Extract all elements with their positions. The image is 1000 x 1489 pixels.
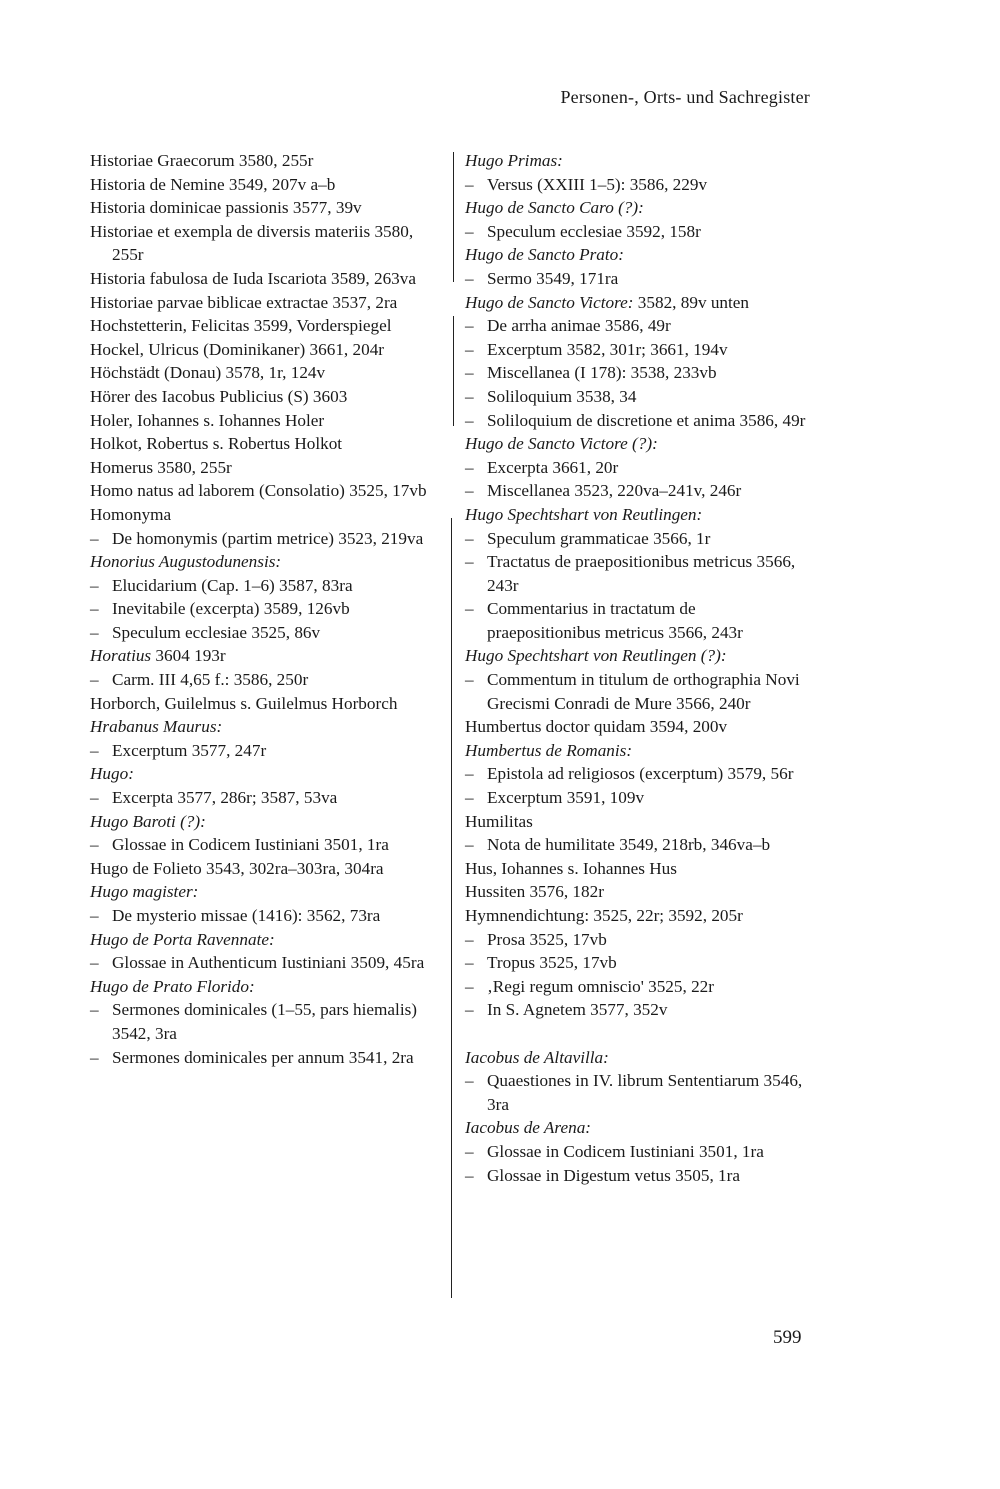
- subentry-text: Excerpta 3577, 286r; 3587, 53va: [112, 788, 338, 808]
- index-subentry: [465, 951, 810, 975]
- index-subentry: [465, 173, 810, 197]
- index-heading: Hugo Spechtshart von Reutlingen:: [465, 504, 703, 524]
- index-subentry: [465, 361, 810, 385]
- index-subentry: [90, 574, 435, 598]
- index-heading: Hugo de Sancto Caro (?):: [465, 198, 644, 218]
- dash-marker: –: [465, 174, 474, 194]
- index-heading: Hugo de Sancto Prato:: [465, 245, 624, 265]
- index-heading: Hugo Spechtshart von Reutlingen (?):: [465, 646, 727, 666]
- subentry-text: Miscellanea 3523, 220va–241v, 246r: [487, 481, 742, 501]
- dash-marker: –: [90, 788, 99, 808]
- dash-marker: –: [465, 528, 474, 548]
- index-subentry: [465, 527, 810, 551]
- index-entry: Hockel, Ulricus (Dominikaner) 3661, 204r: [90, 339, 385, 359]
- subentry-text: Glossae in Codicem Iustiniani 3501, 1ra: [487, 1141, 764, 1161]
- index-subentry: [90, 904, 435, 928]
- subentry-text: Nota de humilitate 3549, 218rb, 346va–b: [487, 835, 771, 855]
- entry-reference: 3582, 89v unten: [633, 292, 750, 312]
- change-bar: [451, 518, 452, 1298]
- dash-marker: –: [465, 386, 474, 406]
- subentry-text: Tropus 3525, 17vb: [487, 953, 617, 973]
- index-entry: Holer, Iohannes s. Iohannes Holer: [90, 410, 325, 430]
- dash-marker: –: [465, 221, 474, 241]
- index-subentry: [90, 621, 435, 645]
- subentry-text: Excerptum 3582, 301r; 3661, 194v: [487, 339, 728, 359]
- dash-marker: –: [90, 953, 99, 973]
- index-subentry: [90, 527, 435, 551]
- index-heading: Honorius Augustodunensis:: [90, 552, 282, 572]
- dash-marker: –: [465, 764, 474, 784]
- index-subentry: [465, 456, 810, 480]
- index-entry: Historiae et exempla de diversis materiis 3580, 255r: [90, 221, 414, 265]
- subentry-text: De homonymis (partim metrice) 3523, 219va: [112, 528, 424, 548]
- index-subentry: [465, 1164, 810, 1188]
- dash-marker: –: [465, 363, 474, 383]
- subentry-text: Prosa 3525, 17vb: [487, 929, 607, 949]
- index-entry: Homo natus ad laborem (Consolatio) 3525, 17vb: [90, 481, 427, 501]
- dash-marker: –: [465, 953, 474, 973]
- index-subentry: [465, 409, 810, 433]
- dash-marker: –: [90, 670, 99, 690]
- index-entry: Hus, Iohannes s. Iohannes Hus: [465, 858, 677, 878]
- index-subentry: [465, 928, 810, 952]
- subentry-text: Sermo 3549, 171ra: [487, 268, 619, 288]
- dash-marker: –: [90, 1000, 99, 1020]
- index-entry: Hugo de Folieto 3543, 302ra–303ra, 304ra: [90, 858, 384, 878]
- index-subentry: [465, 1069, 810, 1116]
- index-subentry: [90, 1046, 435, 1070]
- index-subentry: [465, 762, 810, 786]
- index-entry: [465, 291, 810, 315]
- dash-marker: –: [90, 528, 99, 548]
- dash-marker: –: [465, 1141, 474, 1161]
- dash-marker: –: [465, 1000, 474, 1020]
- subentry-text: Excerptum 3577, 247r: [112, 740, 267, 760]
- subentry-text: Miscellanea (I 178): 3538, 233vb: [487, 363, 717, 383]
- subentry-text: Speculum ecclesiae 3525, 86v: [112, 622, 321, 642]
- subentry-text: Carm. III 4,65 f.: 3586, 250r: [112, 670, 309, 690]
- subentry-text: Excerpta 3661, 20r: [487, 457, 619, 477]
- dash-marker: –: [90, 740, 99, 760]
- subentry-text: In S. Agnetem 3577, 352v: [487, 1000, 668, 1020]
- index-entry: Hörer des Iacobus Publicius (S) 3603: [90, 386, 348, 406]
- subentry-text: De mysterio missae (1416): 3562, 73ra: [112, 906, 381, 925]
- running-head: Personen-, Orts- und Sachregister: [560, 87, 810, 107]
- index-subentry: [90, 786, 435, 810]
- index-entry: Holkot, Robertus s. Robertus Holkot: [90, 434, 343, 454]
- subentry-text: Excerptum 3591, 109v: [487, 788, 645, 808]
- subentry-text: Soliloquium 3538, 34: [487, 386, 637, 406]
- index-subentry: [465, 998, 810, 1022]
- subentry-text: De arrha animae 3586, 49r: [487, 316, 671, 336]
- index-entry: Hochstetterin, Felicitas 3599, Vorderspiegel: [90, 316, 392, 336]
- subentry-text: Versus (XXIII 1–5): 3586, 229v: [487, 174, 708, 194]
- index-heading: Hugo:: [90, 764, 134, 784]
- dash-marker: –: [90, 1047, 99, 1067]
- index-subentry: [465, 597, 810, 644]
- subentry-text: Commentum in titulum de orthographia Novi Grecismi Conradi de Mure 3566, 240r: [487, 670, 800, 713]
- index-entry: Historiae Graecorum 3580, 255r: [90, 151, 314, 170]
- index-subentry: [465, 314, 810, 338]
- index-subentry: [465, 975, 810, 999]
- dash-marker: –: [465, 316, 474, 336]
- index-column-left: [90, 149, 435, 1069]
- dash-marker: –: [465, 268, 474, 288]
- index-entry: Höchstädt (Donau) 3578, 1r, 124v: [90, 363, 326, 383]
- dash-marker: –: [90, 835, 99, 855]
- dash-marker: –: [465, 1071, 474, 1091]
- dash-marker: –: [465, 929, 474, 949]
- subentry-text: Quaestiones in IV. librum Sententiarum 3546, 3ra: [487, 1071, 803, 1114]
- index-heading: Hugo de Sancto Victore (?):: [465, 434, 658, 454]
- change-bar: [453, 316, 454, 426]
- subentry-text: Speculum ecclesiae 3592, 158r: [487, 221, 701, 241]
- dash-marker: –: [465, 1165, 474, 1185]
- index-heading: Iacobus de Altavilla:: [465, 1047, 609, 1067]
- subentry-text: Commentarius in tractatum de praepositionibus metricus 3566, 243r: [487, 599, 743, 642]
- index-entry: Homerus 3580, 255r: [90, 457, 232, 477]
- dash-marker: –: [465, 410, 474, 430]
- index-subentry: [90, 833, 435, 857]
- index-entry: Historia dominicae passionis 3577, 39v: [90, 198, 362, 218]
- dash-marker: –: [465, 457, 474, 477]
- index-column-right: [465, 149, 810, 1187]
- index-subentry: [465, 668, 810, 715]
- subentry-text: Tractatus de praepositionibus metricus 3566, 243r: [487, 552, 796, 595]
- dash-marker: –: [465, 339, 474, 359]
- index-subentry: [465, 220, 810, 244]
- dash-marker: –: [90, 575, 99, 595]
- index-entry: Historia fabulosa de Iuda Iscariota 3589, 263va: [90, 268, 416, 288]
- subentry-text: Sermones dominicales (1–55, pars hiemalis) 3542, 3ra: [112, 1000, 418, 1043]
- dash-marker: –: [465, 481, 474, 501]
- index-subentry: [465, 479, 810, 503]
- index-entry: Historiae parvae biblicae extractae 3537, 2ra: [90, 292, 398, 312]
- index-subentry: [90, 739, 435, 763]
- index-subentry: [90, 998, 435, 1045]
- index-subentry: [90, 951, 435, 975]
- change-bar: [453, 152, 454, 282]
- index-subentry: [465, 550, 810, 597]
- index-heading: Hugo de Prato Florido:: [90, 976, 255, 996]
- subentry-text: Soliloquium de discretione et anima 3586, 49r: [487, 410, 806, 430]
- dash-marker: –: [90, 599, 99, 619]
- subentry-text: Elucidarium (Cap. 1–6) 3587, 83ra: [112, 575, 353, 595]
- dash-marker: –: [465, 599, 474, 619]
- index-subentry: [90, 668, 435, 692]
- index-entry: Horborch, Guilelmus s. Guilelmus Horborch: [90, 693, 398, 713]
- dash-marker: –: [465, 788, 474, 808]
- index-heading: Hrabanus Maurus:: [90, 717, 223, 737]
- dash-marker: –: [90, 622, 99, 642]
- subentry-text: Inevitabile (excerpta) 3589, 126vb: [112, 599, 350, 619]
- subentry-text: Epistola ad religiosos (excerptum) 3579, 56r: [487, 764, 794, 784]
- entry-name: Horatius: [90, 646, 152, 666]
- index-heading: Hugo de Porta Ravennate:: [90, 929, 275, 949]
- index-subentry: [465, 786, 810, 810]
- dash-marker: –: [465, 976, 474, 996]
- index-heading: Hugo Baroti (?):: [90, 811, 206, 831]
- dash-marker: –: [90, 906, 99, 925]
- subentry-text: Glossae in Digestum vetus 3505, 1ra: [487, 1165, 741, 1185]
- entry-reference: 3604 193r: [151, 646, 226, 666]
- index-entry: Hymnendichtung: 3525, 22r; 3592, 205r: [465, 906, 743, 925]
- subentry-text: Sermones dominicales per annum 3541, 2ra: [112, 1047, 414, 1067]
- index-heading: Hugo magister:: [90, 882, 199, 902]
- subentry-text: Glossae in Codicem Iustiniani 3501, 1ra: [112, 835, 389, 855]
- index-entry: Humilitas: [465, 811, 533, 831]
- index-subentry: [465, 1140, 810, 1164]
- page-number: 599: [773, 1327, 802, 1348]
- index-entry: [90, 644, 435, 668]
- subentry-text: Glossae in Authenticum Iustiniani 3509, 45ra: [112, 953, 425, 973]
- index-entry: Homonyma: [90, 504, 172, 524]
- index-subentry: [90, 597, 435, 621]
- index-heading: Hugo Primas:: [465, 151, 563, 170]
- index-subentry: [465, 833, 810, 857]
- index-heading: Iacobus de Arena:: [465, 1118, 592, 1138]
- index-subentry: [465, 267, 810, 291]
- dash-marker: –: [465, 835, 474, 855]
- dash-marker: –: [465, 670, 474, 690]
- index-heading: Humbertus de Romanis:: [465, 740, 633, 760]
- subentry-text: Speculum grammaticae 3566, 1r: [487, 528, 711, 548]
- subentry-text: ‚Regi regum omniscio' 3525, 22r: [487, 976, 714, 996]
- index-entry: Hussiten 3576, 182r: [465, 882, 604, 902]
- index-subentry: [465, 338, 810, 362]
- index-entry: Historia de Nemine 3549, 207v a–b: [90, 174, 336, 194]
- index-entry: Humbertus doctor quidam 3594, 200v: [465, 717, 728, 737]
- entry-name: Hugo de Sancto Victore:: [465, 292, 634, 312]
- index-subentry: [465, 385, 810, 409]
- dash-marker: –: [465, 552, 474, 572]
